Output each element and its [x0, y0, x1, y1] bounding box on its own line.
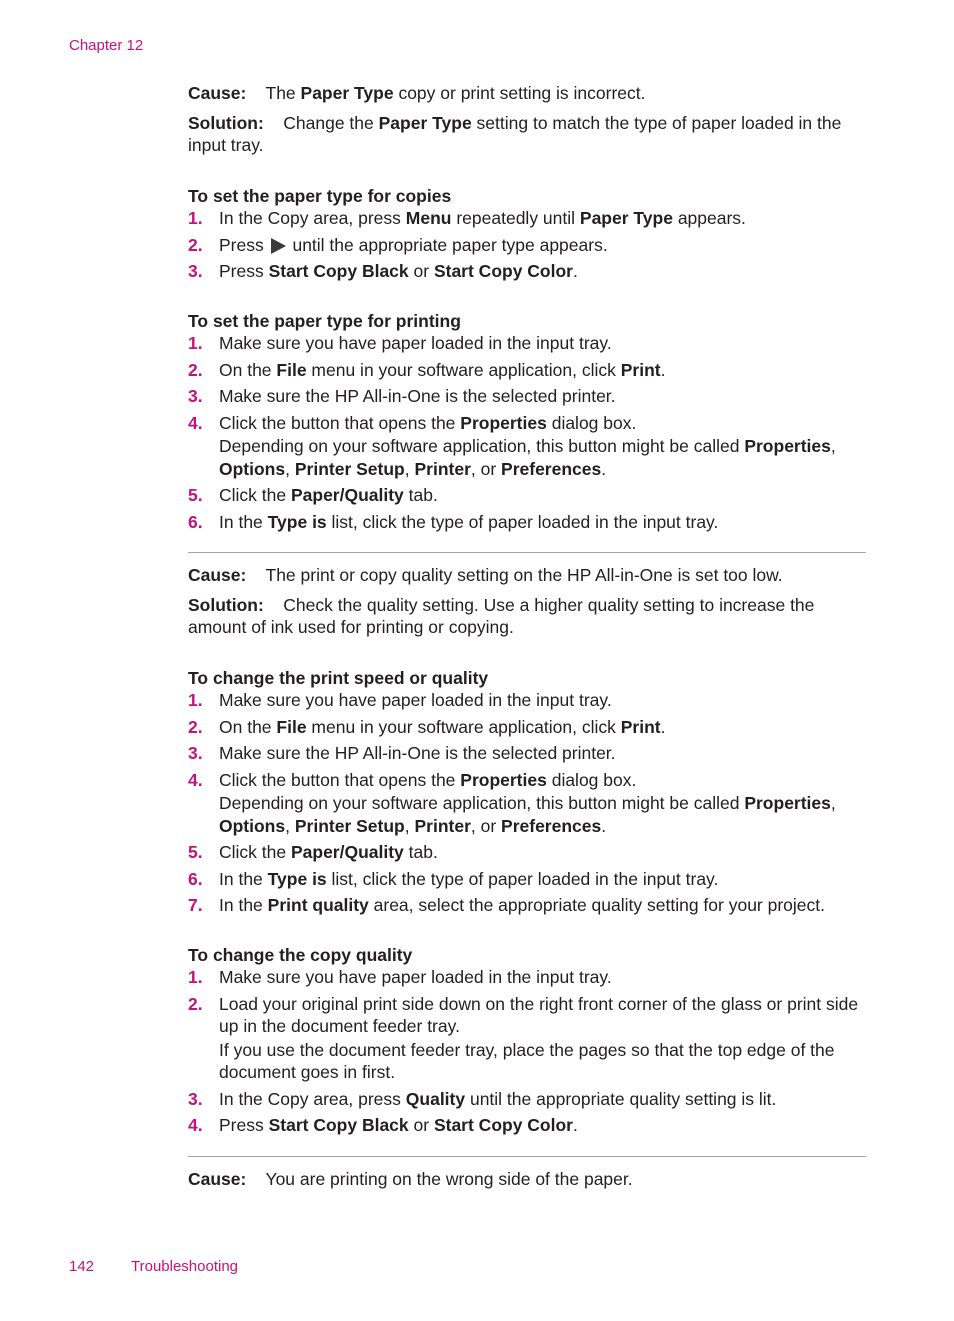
- step: 1. Make sure you have paper loaded in the input tray.: [188, 967, 612, 987]
- step: 3. In the Copy area, press Quality until the appropriate quality setting is lit.: [188, 1088, 777, 1109]
- procedure-heading: To set the paper type for printing: [188, 310, 461, 331]
- step: 7. In the Print quality area, select the appropriate quality setting for your project.: [188, 895, 826, 915]
- step: 3. Make sure the HP All-in-One is the selected printer.: [188, 743, 616, 763]
- step-note: Depending on your software application, this button might be called Properties, Options, Printer Setup, Printer, or Preferences.: [219, 436, 836, 479]
- step: 1. Make sure you have paper loaded in the input tray.: [188, 333, 612, 353]
- page-number: 142: [69, 1258, 95, 1275]
- step: 6. In the Type is list, click the type of paper loaded in the input tray.: [188, 868, 719, 889]
- step: 3. Press Start Copy Black or Start Copy Color.: [188, 261, 578, 281]
- step: 6. In the Type is list, click the type of paper loaded in the input tray.: [188, 511, 719, 532]
- right-arrow-icon: [271, 238, 286, 254]
- section-divider: [188, 1156, 866, 1157]
- step: 2. Press until the appropriate paper type appears.: [188, 234, 608, 255]
- procedure-heading: To change the copy quality: [188, 944, 413, 965]
- section-divider: [188, 552, 866, 553]
- step: 5. Click the Paper/Quality tab.: [188, 842, 438, 862]
- step: 4. Click the button that opens the Properties dialog box. Depending on your software application, this button might be called Properties, Options, Printer Setup, Printer, or Preferences.: [188, 412, 866, 481]
- cause-paragraph: Cause: The Paper Type copy or print setting is incorrect.: [188, 83, 646, 103]
- step: 4. Press Start Copy Black or Start Copy Color.: [188, 1115, 578, 1135]
- chapter-header: Chapter 12: [69, 37, 144, 54]
- step: 1. Make sure you have paper loaded in the input tray.: [188, 690, 612, 710]
- step-note: Depending on your software application, this button might be called Properties, Options, Printer Setup, Printer, or Preferences.: [219, 793, 836, 836]
- solution-paragraph: Solution: Check the quality setting. Use a higher quality setting to increase the amount of ink used for printing or copying.: [188, 594, 815, 637]
- page-content: [188, 82, 866, 1197]
- footer-section-title: Troubleshooting: [131, 1258, 239, 1275]
- step: 2. On the File menu in your software application, click Print.: [188, 359, 666, 380]
- procedure-steps: [188, 966, 866, 1137]
- cause-label: Cause:: [188, 1168, 247, 1189]
- step: 1. In the Copy area, press Menu repeatedly until Paper Type appears.: [188, 208, 746, 228]
- procedure-heading: To set the paper type for copies: [188, 185, 452, 206]
- solution-label: Solution:: [188, 112, 264, 133]
- procedure-steps: [188, 332, 866, 533]
- step: 3. Make sure the HP All-in-One is the selected printer.: [188, 386, 616, 406]
- solution-paragraph: Solution: Change the Paper Type setting to match the type of paper loaded in the input tray.: [188, 112, 842, 155]
- step: 4. Click the button that opens the Properties dialog box. Depending on your software application, this button might be called Properties, Options, Printer Setup, Printer, or Preferences.: [188, 769, 866, 838]
- cause-paragraph: Cause: You are printing on the wrong side of the paper.: [188, 1168, 633, 1189]
- step: 2. On the File menu in your software application, click Print.: [188, 716, 666, 737]
- step-note: If you use the document feeder tray, place the pages so that the top edge of the document goes in first.: [219, 1039, 835, 1082]
- solution-label: Solution:: [188, 594, 264, 615]
- cause-paragraph: Cause: The print or copy quality setting on the HP All-in-One is set too low.: [188, 565, 783, 585]
- procedure-steps: [188, 689, 866, 917]
- step: 2. Load your original print side down on the right front corner of the glass or print side up in the document feeder tray. If you use the document feeder tray, place the pages so that the top edge of the document goes in first.: [188, 993, 866, 1084]
- cause-label: Cause:: [188, 565, 247, 585]
- cause-label: Cause:: [188, 83, 247, 103]
- step: 5. Click the Paper/Quality tab.: [188, 485, 438, 505]
- procedure-steps: [188, 207, 866, 283]
- procedure-heading: To change the print speed or quality: [188, 667, 489, 688]
